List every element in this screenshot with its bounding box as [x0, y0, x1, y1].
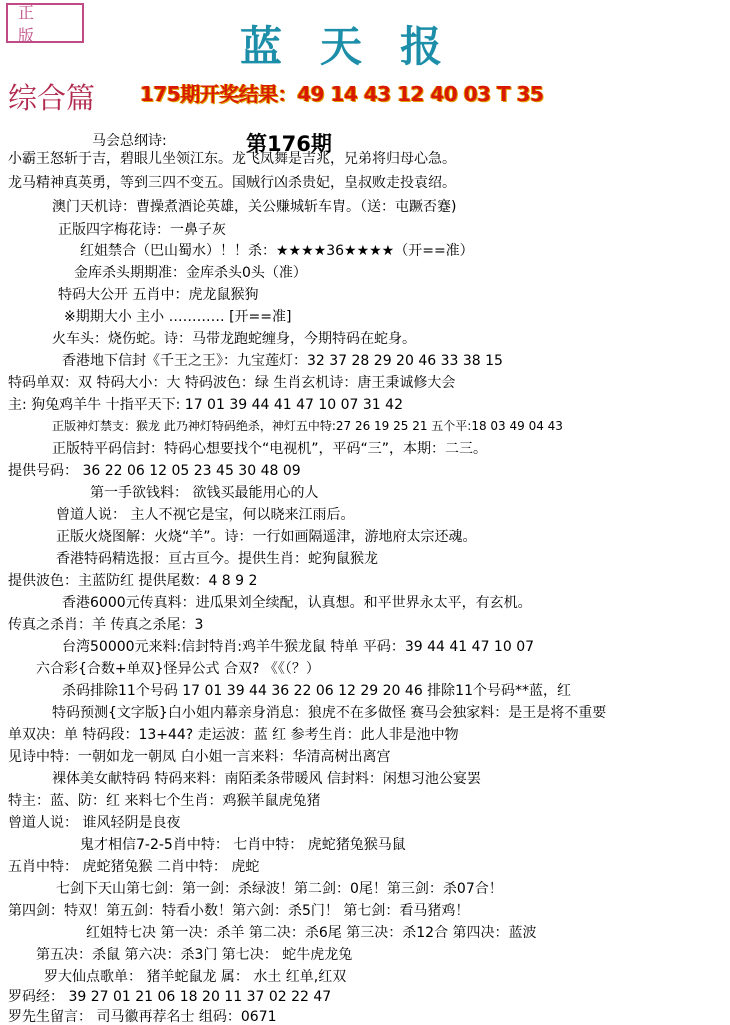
content-line: 马会总纲诗:: [92, 133, 167, 149]
content-line: 见诗中特：一朝如龙一朝凤 白小姐一言来料：华清高树出离宫: [8, 749, 391, 765]
content-line: 澳门天机诗：曹操煮酒论英雄，关公赚城斩车胄。（送：屯蹶否蹇): [52, 199, 457, 215]
content-line: 罗大仙点歌单： 猪羊蛇鼠龙 属： 水土 红单,红双: [44, 969, 347, 985]
content-line: 香港地下信封《千王之王》：九宝莲灯：32 37 28 29 20 46 33 38 15: [62, 353, 503, 369]
content-line: 小霸王怒斩于吉，碧眼儿坐领江东。龙飞凤舞是吉兆，兄弟将归母心急。: [8, 151, 456, 167]
content-line: 红姐特七决 第一决：杀羊 第二决：杀6尾 第三决：杀12合 第四决：蓝波: [86, 925, 537, 941]
content-line: 龙马精神真英勇，等到三四不变五。国贼行凶杀贵妃，皇叔败走投袁绍。: [8, 175, 456, 191]
content-line: 正版四字梅花诗：一鼻子灰: [58, 222, 226, 238]
previous-result: 175期开奖结果：49 14 43 12 40 03 T 35: [140, 82, 544, 106]
content-line: 第一手欲钱料： 欲钱买最能用心的人: [90, 485, 319, 501]
content-line: 单双决：单 特码段：13+44? 走运波：蓝 红 参考生肖：此人非是池中物: [8, 727, 459, 743]
content-line: 七剑下天山第七剑：第一剑：杀绿波！第二剑：0尾！第三剑：杀07合！: [56, 881, 503, 897]
content-line: 杀码排除11个号码 17 01 39 44 36 22 06 12 29 20 46 排除11个号码**蓝，红: [62, 683, 571, 699]
content-line: 提供号码： 36 22 06 12 05 23 45 30 48 09: [8, 463, 301, 479]
content-line: 香港特码精选报：亘古亘今。提供生肖：蛇狗鼠猴龙: [56, 551, 378, 567]
content-line: 罗先生留言： 司马徽再荐名士 组码：0671: [8, 1009, 277, 1025]
content-line: 台湾50000元来料:信封特肖:鸡羊牛猴龙鼠 特单 平码：39 44 41 47 10 07: [62, 639, 535, 655]
content-line: 香港6000元传真料：进瓜果刘全续配，认真想。和平世界永太平，有玄机。: [62, 595, 532, 611]
content-line: 特码单双：双 特码大小：大 特码波色：绿 生肖玄机诗：唐王秉诚修大会: [8, 375, 456, 391]
content-line: 六合彩{合数+单双}怪异公式 合双? 《《（？）: [36, 661, 320, 677]
content-line: 特码大公开 五肖中：虎龙鼠猴狗: [58, 287, 259, 303]
content-line: 裸体美女献特码 特码来料：南陌柔条带暖风 信封料：闲想习池公宴罢: [52, 771, 481, 787]
content-line: 曾道人说： 谁风轻阴是良夜: [8, 815, 181, 831]
content-line: 五肖中特： 虎蛇猪兔猴 二肖中特： 虎蛇: [8, 859, 260, 875]
content-line: 提供波色：主蓝防红 提供尾数：4 8 9 2: [8, 573, 258, 589]
issue-number: 第176期: [246, 132, 332, 156]
content-line: 鬼才相信7-2-5肖中特： 七肖中特： 虎蛇猪兔猴马鼠: [80, 837, 406, 853]
section-title: 综合篇: [8, 81, 96, 115]
content-line: 第五决：杀鼠 第六决：杀3门 第七决： 蛇牛虎龙兔: [36, 947, 353, 963]
newspaper-title: 蓝天报: [239, 22, 480, 71]
content-line: 主: 狗兔鸡羊牛 十指平天下: 17 01 39 44 41 47 10 07 31 42: [8, 397, 403, 413]
content-line: 金库杀头期期准：金库杀头0头（准）: [74, 265, 307, 281]
content-line: 正版神灯禁支：猴龙 此乃神灯特码绝杀，神灯五中特:27 26 19 25 21 五个平:18 03 49 04 43: [52, 419, 563, 433]
content-line: 第四剑：特双！第五剑：特看小数！第六剑：杀5门！ 第七剑：看马猪鸡！: [8, 903, 470, 919]
content-line: 正版火烧图解：火烧“羊”。诗：一行如画隔遥津，游地府太宗还魂。: [56, 529, 477, 545]
content-line: ※期期大小 主小 ………… [开==准]: [64, 309, 292, 325]
content-line: 罗码经： 39 27 01 21 06 18 20 11 37 02 22 47: [8, 989, 332, 1005]
content-line: 传真之杀肖：羊 传真之杀尾：3: [8, 617, 204, 633]
content-line: 特码预测{文字版}白小姐内幕亲身消息：狼虎不在多做怪 赛马会独家料：是王是将不重要: [52, 705, 607, 721]
content-line: 特主：蓝、防：红 来料七个生肖：鸡猴羊鼠虎兔猪: [8, 793, 321, 809]
content-line: 曾道人说： 主人不视它是宝，何以晓来江雨后。: [56, 507, 355, 523]
content-line: 火车头：烧伤蛇。诗：马带龙跑蛇缠身，今期特码在蛇身。: [52, 331, 416, 347]
content-line: 正版特平码信封：特码心想要找个“电视机”，平码“三”，本期：二三。: [52, 441, 488, 457]
edition-stamp: 正 版: [6, 3, 84, 43]
content-line: 红姐禁合（巴山蜀水）！！杀：★★★★36★★★★（开==准）: [80, 243, 474, 259]
